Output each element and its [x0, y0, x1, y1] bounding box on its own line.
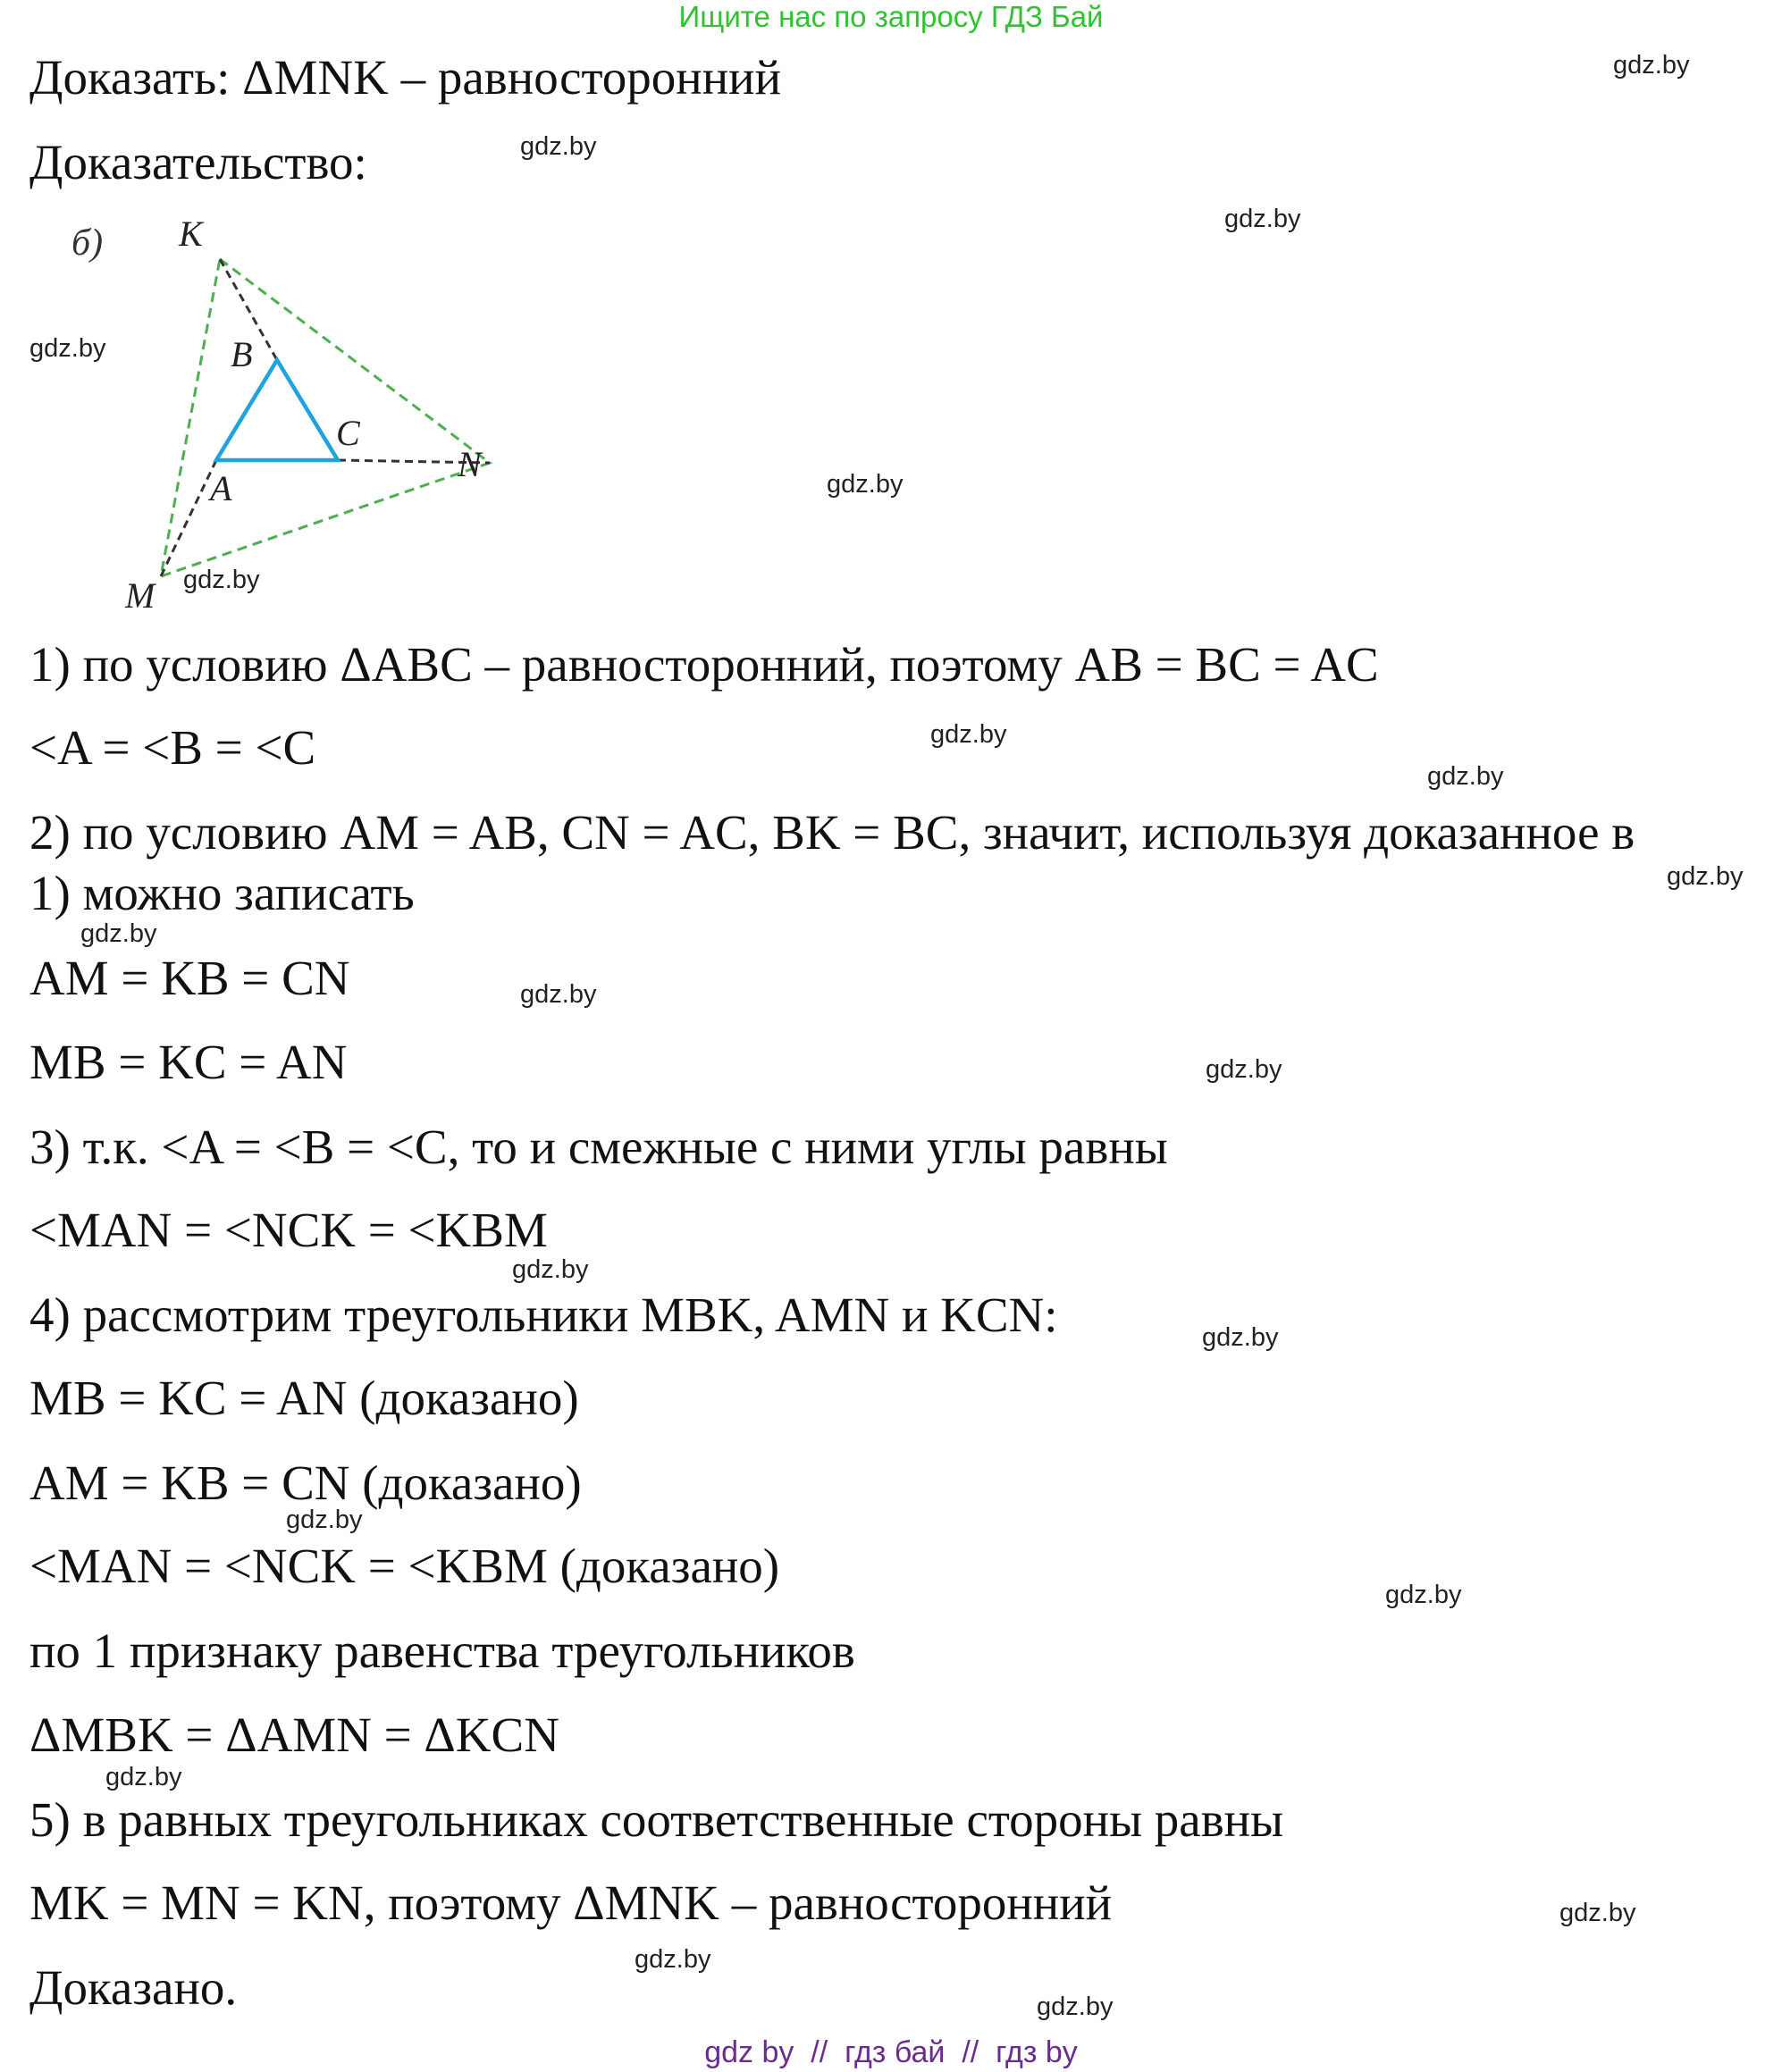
proof-line-6: MB = KC = AN [29, 1035, 348, 1089]
triangle-abc [216, 360, 338, 460]
proof-line-5: AM = KB = CN [29, 951, 350, 1005]
watermark: gdz.by [635, 1945, 711, 1974]
triangle-diagram [54, 201, 518, 621]
proof-line-7: 3) т.к. <A = <B = <C, то и смежные с ними углы равны [29, 1120, 1168, 1174]
watermark: gdz.by [1613, 51, 1690, 80]
proof-line-12: <MAN = <NCK = <KBM (доказано) [29, 1539, 780, 1593]
proof-line-17: Доказано. [29, 1960, 238, 2015]
watermark: gdz.by [930, 720, 1007, 749]
proof-line-9: 4) рассмотрим треугольники MBK, AMN и KCN: [29, 1288, 1058, 1342]
point-label-b: B [231, 334, 253, 374]
point-label-k: K [179, 214, 203, 254]
watermark: gdz.by [1202, 1323, 1279, 1352]
problem-statement: Доказать: ΔMNK – равносторонний [29, 50, 782, 105]
watermark: gdz.by [1667, 862, 1744, 891]
point-label-n: N [458, 444, 482, 484]
footer-text: gdz by // гдз бай // гдз by [704, 2035, 1078, 2069]
proof-line-14: ΔMBK = ΔAMN = ΔKCN [29, 1707, 559, 1762]
watermark: gdz.by [1427, 762, 1504, 791]
proof-line-15: 5) в равных треугольниках соответственные стороны равны [29, 1792, 1284, 1847]
top-banner [0, 0, 1782, 34]
proof-line-3: 2) по условию AM = AB, CN = AC, BK = BC, значит, используя доказанное в [29, 805, 1635, 860]
point-label-a: A [210, 468, 232, 508]
proof-line-11: AM = KB = CN (доказано) [29, 1455, 582, 1510]
banner-text: Ищите нас по запросу ГДЗ Бай [678, 0, 1104, 33]
proof-line-1: 1) по условию ΔABC – равносторонний, поэтому AB = BC = AC [29, 637, 1379, 692]
watermark: gdz.by [1559, 1899, 1636, 1927]
footer [0, 2035, 1782, 2069]
watermark: gdz.by [512, 1255, 589, 1284]
watermark: gdz.by [1037, 1992, 1114, 2021]
triangle-figure [54, 201, 518, 621]
watermark: gdz.by [520, 980, 597, 1009]
proof-line-13: по 1 признаку равенства треугольников [29, 1623, 855, 1678]
proof-line-2: <A = <B = <C [29, 720, 316, 775]
watermark: gdz.by [1385, 1581, 1462, 1609]
watermark: gdz.by [1206, 1055, 1282, 1084]
watermark: gdz.by [105, 1763, 182, 1791]
watermark: gdz.by [29, 334, 106, 363]
watermark: gdz.by [183, 566, 260, 594]
watermark: gdz.by [80, 919, 157, 948]
triangle-mnk [161, 259, 490, 576]
watermark: gdz.by [520, 132, 597, 161]
point-label-c: C [336, 413, 360, 453]
part-label: б) [71, 222, 104, 264]
watermark: gdz.by [286, 1506, 363, 1534]
proof-line-10: MB = KC = AN (доказано) [29, 1371, 579, 1425]
watermark: gdz.by [827, 470, 904, 499]
point-label-m: M [125, 575, 156, 616]
proof-label: Доказательство: [29, 135, 367, 189]
proof-line-16: MK = MN = KN, поэтому ΔMNK – равносторонний [29, 1875, 1113, 1930]
proof-line-4: 1) можно записать [29, 866, 415, 920]
proof-line-8: <MAN = <NCK = <KBM [29, 1203, 548, 1257]
watermark: gdz.by [1224, 205, 1301, 233]
